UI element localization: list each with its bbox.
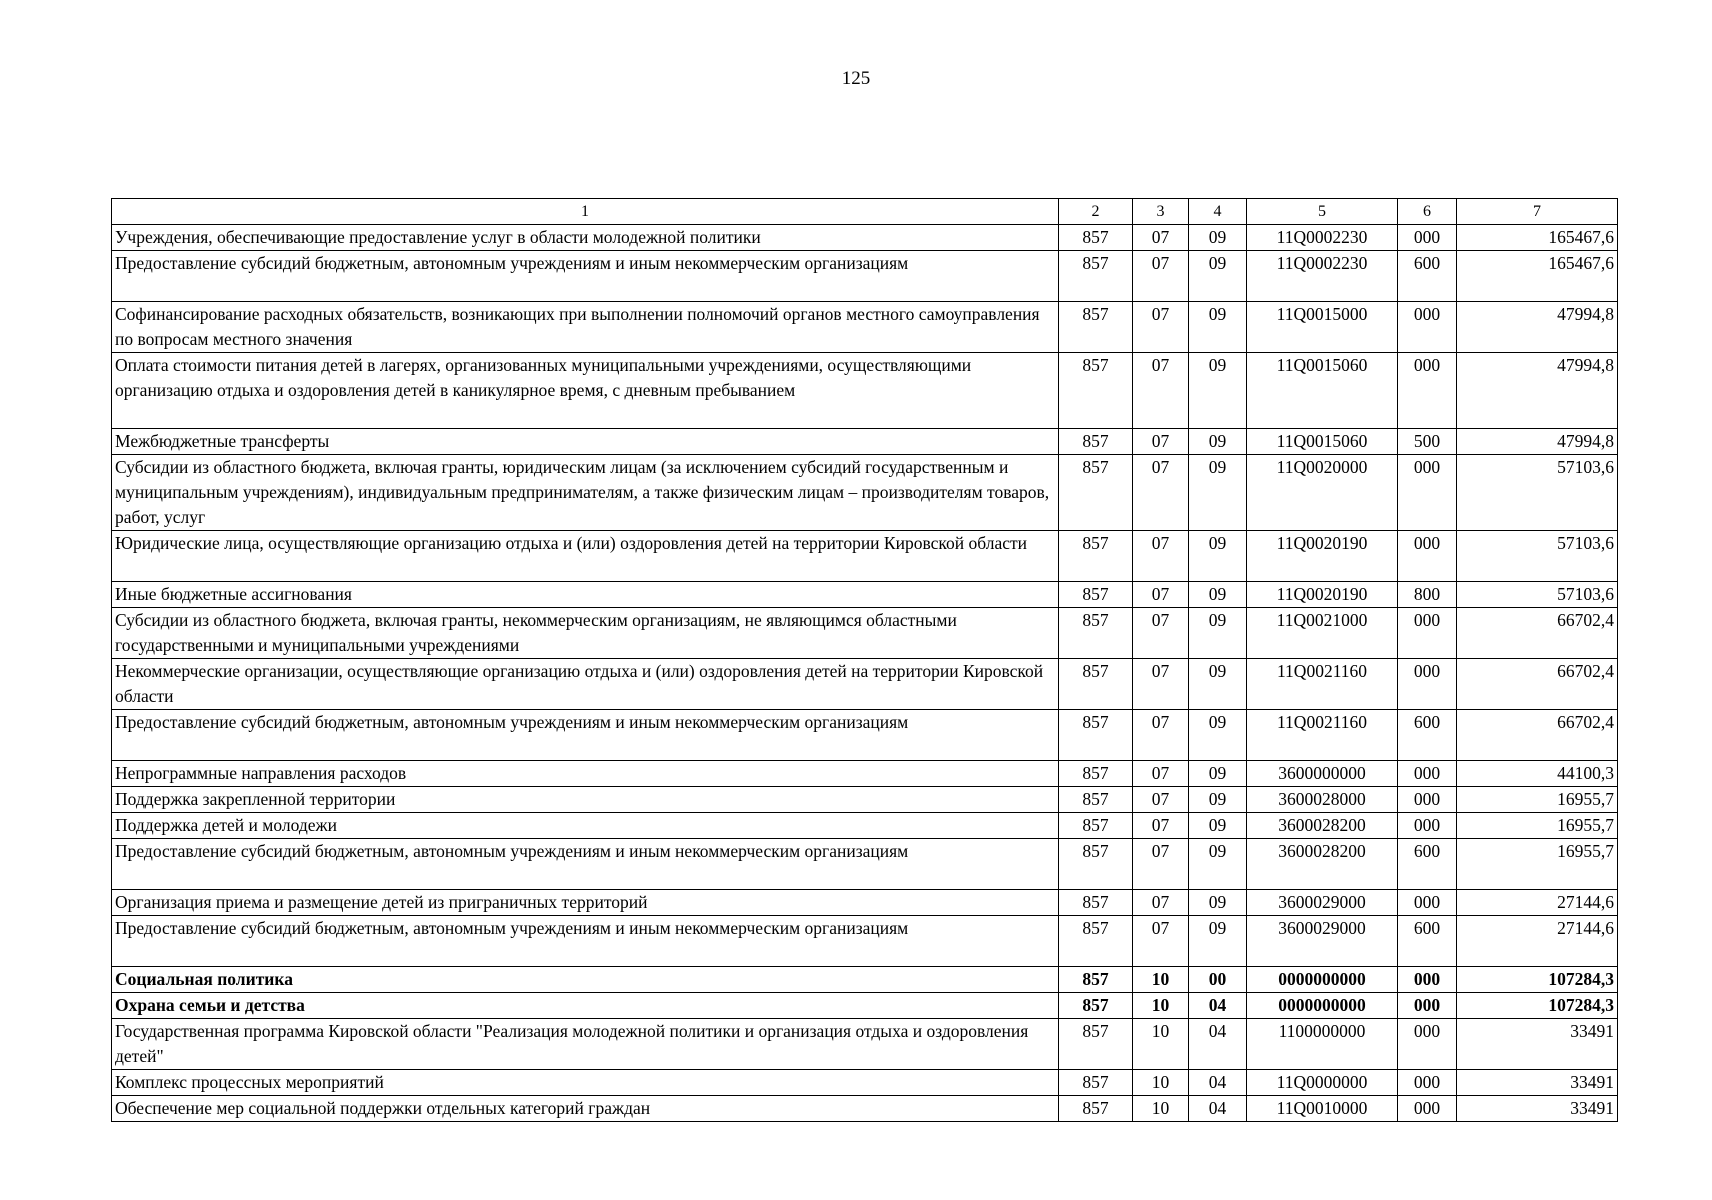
table-row [112, 1070, 1618, 1096]
code-cell: 000 [1398, 761, 1457, 787]
code-cell: 07 [1133, 839, 1189, 890]
table-row [112, 531, 1618, 582]
code-cell: 857 [1059, 608, 1133, 659]
row-name-cell: Софинансирование расходных обязательств, возникающих при выполнении полномочий органов местного самоуправления по вопросам местного значения [112, 302, 1059, 353]
code-cell: 3600029000 [1247, 916, 1398, 967]
code-cell: 09 [1189, 916, 1247, 967]
table-row [112, 455, 1618, 531]
column-header: 6 [1398, 199, 1457, 225]
row-name-cell: Комплекс процессных мероприятий [112, 1070, 1059, 1096]
amount-cell: 33491 [1457, 1019, 1618, 1070]
code-cell: 09 [1189, 429, 1247, 455]
code-cell: 11Q0021160 [1247, 710, 1398, 761]
row-name-cell: Непрограммные направления расходов [112, 761, 1059, 787]
code-cell: 00 [1189, 967, 1247, 993]
amount-cell: 165467,6 [1457, 251, 1618, 302]
code-cell: 000 [1398, 608, 1457, 659]
code-cell: 09 [1189, 455, 1247, 531]
code-cell: 500 [1398, 429, 1457, 455]
code-cell: 07 [1133, 710, 1189, 761]
code-cell: 11Q0015060 [1247, 353, 1398, 429]
code-cell: 3600029000 [1247, 890, 1398, 916]
code-cell: 04 [1189, 1019, 1247, 1070]
budget-table [111, 198, 1618, 1122]
row-name-cell: Социальная политика [112, 967, 1059, 993]
code-cell: 07 [1133, 787, 1189, 813]
amount-cell: 27144,6 [1457, 890, 1618, 916]
row-name-cell: Организация приема и размещение детей из приграничных территорий [112, 890, 1059, 916]
table-row [112, 225, 1618, 251]
code-cell: 000 [1398, 787, 1457, 813]
code-cell: 3600000000 [1247, 761, 1398, 787]
code-cell: 000 [1398, 890, 1457, 916]
code-cell: 09 [1189, 531, 1247, 582]
row-name-cell: Оплата стоимости питания детей в лагерях, организованных муниципальными учреждениями, осуществляющими организацию отдыха и оздоровления детей в каникулярное время, с дневным пребыванием [112, 353, 1059, 429]
table-row [112, 429, 1618, 455]
code-cell: 09 [1189, 813, 1247, 839]
row-name-cell: Некоммерческие организации, осуществляющие организацию отдыха и (или) оздоровления детей на территории Кировской области [112, 659, 1059, 710]
table-row [112, 710, 1618, 761]
row-name-cell: Охрана семьи и детства [112, 993, 1059, 1019]
code-cell: 857 [1059, 353, 1133, 429]
row-name-cell: Поддержка закрепленной территории [112, 787, 1059, 813]
code-cell: 000 [1398, 455, 1457, 531]
code-cell: 09 [1189, 890, 1247, 916]
code-cell: 000 [1398, 225, 1457, 251]
table-row [112, 813, 1618, 839]
code-cell: 3600028000 [1247, 787, 1398, 813]
code-cell: 857 [1059, 993, 1133, 1019]
table-row [112, 967, 1618, 993]
table-row [112, 1096, 1618, 1122]
amount-cell: 57103,6 [1457, 582, 1618, 608]
code-cell: 07 [1133, 302, 1189, 353]
row-name-cell: Межбюджетные трансферты [112, 429, 1059, 455]
code-cell: 857 [1059, 1096, 1133, 1122]
amount-cell: 47994,8 [1457, 302, 1618, 353]
table-row [112, 761, 1618, 787]
table-row [112, 890, 1618, 916]
code-cell: 857 [1059, 455, 1133, 531]
column-header: 2 [1059, 199, 1133, 225]
code-cell: 11Q0002230 [1247, 225, 1398, 251]
table-header-row [112, 199, 1618, 225]
code-cell: 09 [1189, 582, 1247, 608]
code-cell: 857 [1059, 429, 1133, 455]
amount-cell: 66702,4 [1457, 659, 1618, 710]
code-cell: 11Q0000000 [1247, 1070, 1398, 1096]
code-cell: 857 [1059, 1019, 1133, 1070]
amount-cell: 47994,8 [1457, 429, 1618, 455]
code-cell: 11Q0021160 [1247, 659, 1398, 710]
table-row [112, 659, 1618, 710]
amount-cell: 33491 [1457, 1070, 1618, 1096]
table-row [112, 302, 1618, 353]
code-cell: 857 [1059, 916, 1133, 967]
row-name-cell: Юридические лица, осуществляющие организацию отдыха и (или) оздоровления детей на территории Кировской области [112, 531, 1059, 582]
code-cell: 857 [1059, 582, 1133, 608]
code-cell: 000 [1398, 659, 1457, 710]
code-cell: 07 [1133, 608, 1189, 659]
code-cell: 600 [1398, 916, 1457, 967]
code-cell: 11Q0020190 [1247, 582, 1398, 608]
code-cell: 07 [1133, 251, 1189, 302]
amount-cell: 107284,3 [1457, 967, 1618, 993]
code-cell: 07 [1133, 429, 1189, 455]
code-cell: 857 [1059, 839, 1133, 890]
code-cell: 600 [1398, 251, 1457, 302]
code-cell: 09 [1189, 353, 1247, 429]
table-row [112, 582, 1618, 608]
amount-cell: 57103,6 [1457, 455, 1618, 531]
row-name-cell: Предоставление субсидий бюджетным, автономным учреждениям и иным некоммерческим организациям [112, 710, 1059, 761]
code-cell: 000 [1398, 993, 1457, 1019]
row-name-cell: Предоставление субсидий бюджетным, автономным учреждениям и иным некоммерческим организациям [112, 251, 1059, 302]
code-cell: 000 [1398, 353, 1457, 429]
table-row [112, 608, 1618, 659]
row-name-cell: Субсидии из областного бюджета, включая гранты, юридическим лицам (за исключением субсидий государственным и муниципальным учреждениям), индивидуальным предпринимателям, а также физическим лицам – производителям товаров, работ, услуг [112, 455, 1059, 531]
table-row [112, 993, 1618, 1019]
code-cell: 07 [1133, 582, 1189, 608]
code-cell: 000 [1398, 1096, 1457, 1122]
code-cell: 09 [1189, 302, 1247, 353]
amount-cell: 16955,7 [1457, 813, 1618, 839]
code-cell: 857 [1059, 710, 1133, 761]
column-header: 7 [1457, 199, 1618, 225]
row-name-cell: Поддержка детей и молодежи [112, 813, 1059, 839]
row-name-cell: Государственная программа Кировской области "Реализация молодежной политики и организация отдыха и оздоровления детей" [112, 1019, 1059, 1070]
code-cell: 000 [1398, 967, 1457, 993]
row-name-cell: Субсидии из областного бюджета, включая гранты, некоммерческим организациям, не являющимся областными государственными и муниципальными учреждениями [112, 608, 1059, 659]
code-cell: 857 [1059, 813, 1133, 839]
code-cell: 09 [1189, 761, 1247, 787]
row-name-cell: Предоставление субсидий бюджетным, автономным учреждениям и иным некоммерческим организациям [112, 839, 1059, 890]
amount-cell: 66702,4 [1457, 608, 1618, 659]
code-cell: 857 [1059, 787, 1133, 813]
row-name-cell: Предоставление субсидий бюджетным, автономным учреждениям и иным некоммерческим организациям [112, 916, 1059, 967]
code-cell: 3600028200 [1247, 839, 1398, 890]
code-cell: 07 [1133, 455, 1189, 531]
code-cell: 10 [1133, 1096, 1189, 1122]
amount-cell: 44100,3 [1457, 761, 1618, 787]
code-cell: 11Q0010000 [1247, 1096, 1398, 1122]
code-cell: 07 [1133, 761, 1189, 787]
table-row [112, 1019, 1618, 1070]
code-cell: 600 [1398, 839, 1457, 890]
row-name-cell: Обеспечение мер социальной поддержки отдельных категорий граждан [112, 1096, 1059, 1122]
row-name-cell: Учреждения, обеспечивающие предоставление услуг в области молодежной политики [112, 225, 1059, 251]
amount-cell: 165467,6 [1457, 225, 1618, 251]
code-cell: 07 [1133, 225, 1189, 251]
code-cell: 07 [1133, 890, 1189, 916]
code-cell: 000 [1398, 531, 1457, 582]
code-cell: 11Q0020000 [1247, 455, 1398, 531]
table-body [112, 225, 1618, 1122]
code-cell: 3600028200 [1247, 813, 1398, 839]
amount-cell: 66702,4 [1457, 710, 1618, 761]
code-cell: 0000000000 [1247, 993, 1398, 1019]
code-cell: 07 [1133, 813, 1189, 839]
amount-cell: 47994,8 [1457, 353, 1618, 429]
code-cell: 000 [1398, 302, 1457, 353]
amount-cell: 27144,6 [1457, 916, 1618, 967]
code-cell: 11Q0015060 [1247, 429, 1398, 455]
amount-cell: 33491 [1457, 1096, 1618, 1122]
code-cell: 10 [1133, 993, 1189, 1019]
table-row [112, 353, 1618, 429]
amount-cell: 57103,6 [1457, 531, 1618, 582]
code-cell: 857 [1059, 1070, 1133, 1096]
code-cell: 000 [1398, 813, 1457, 839]
code-cell: 09 [1189, 787, 1247, 813]
column-header: 3 [1133, 199, 1189, 225]
code-cell: 000 [1398, 1070, 1457, 1096]
code-cell: 600 [1398, 710, 1457, 761]
code-cell: 857 [1059, 251, 1133, 302]
code-cell: 857 [1059, 967, 1133, 993]
code-cell: 07 [1133, 353, 1189, 429]
code-cell: 857 [1059, 890, 1133, 916]
code-cell: 857 [1059, 225, 1133, 251]
table-row [112, 787, 1618, 813]
column-header: 5 [1247, 199, 1398, 225]
code-cell: 11Q0020190 [1247, 531, 1398, 582]
code-cell: 04 [1189, 993, 1247, 1019]
code-cell: 07 [1133, 659, 1189, 710]
code-cell: 857 [1059, 302, 1133, 353]
column-header: 1 [112, 199, 1059, 225]
code-cell: 0000000000 [1247, 967, 1398, 993]
code-cell: 857 [1059, 761, 1133, 787]
code-cell: 1100000000 [1247, 1019, 1398, 1070]
row-name-cell: Иные бюджетные ассигнования [112, 582, 1059, 608]
code-cell: 10 [1133, 1070, 1189, 1096]
code-cell: 11Q0002230 [1247, 251, 1398, 302]
code-cell: 09 [1189, 225, 1247, 251]
code-cell: 000 [1398, 1019, 1457, 1070]
table-row [112, 916, 1618, 967]
code-cell: 09 [1189, 659, 1247, 710]
code-cell: 07 [1133, 916, 1189, 967]
code-cell: 09 [1189, 608, 1247, 659]
code-cell: 11Q0015000 [1247, 302, 1398, 353]
code-cell: 10 [1133, 967, 1189, 993]
amount-cell: 16955,7 [1457, 839, 1618, 890]
code-cell: 09 [1189, 251, 1247, 302]
table-row [112, 839, 1618, 890]
page-number: 125 [841, 68, 871, 89]
code-cell: 09 [1189, 710, 1247, 761]
code-cell: 800 [1398, 582, 1457, 608]
code-cell: 04 [1189, 1096, 1247, 1122]
amount-cell: 107284,3 [1457, 993, 1618, 1019]
table-row [112, 251, 1618, 302]
code-cell: 04 [1189, 1070, 1247, 1096]
code-cell: 11Q0021000 [1247, 608, 1398, 659]
column-header: 4 [1189, 199, 1247, 225]
code-cell: 09 [1189, 839, 1247, 890]
code-cell: 07 [1133, 531, 1189, 582]
code-cell: 857 [1059, 531, 1133, 582]
code-cell: 857 [1059, 659, 1133, 710]
amount-cell: 16955,7 [1457, 787, 1618, 813]
code-cell: 10 [1133, 1019, 1189, 1070]
